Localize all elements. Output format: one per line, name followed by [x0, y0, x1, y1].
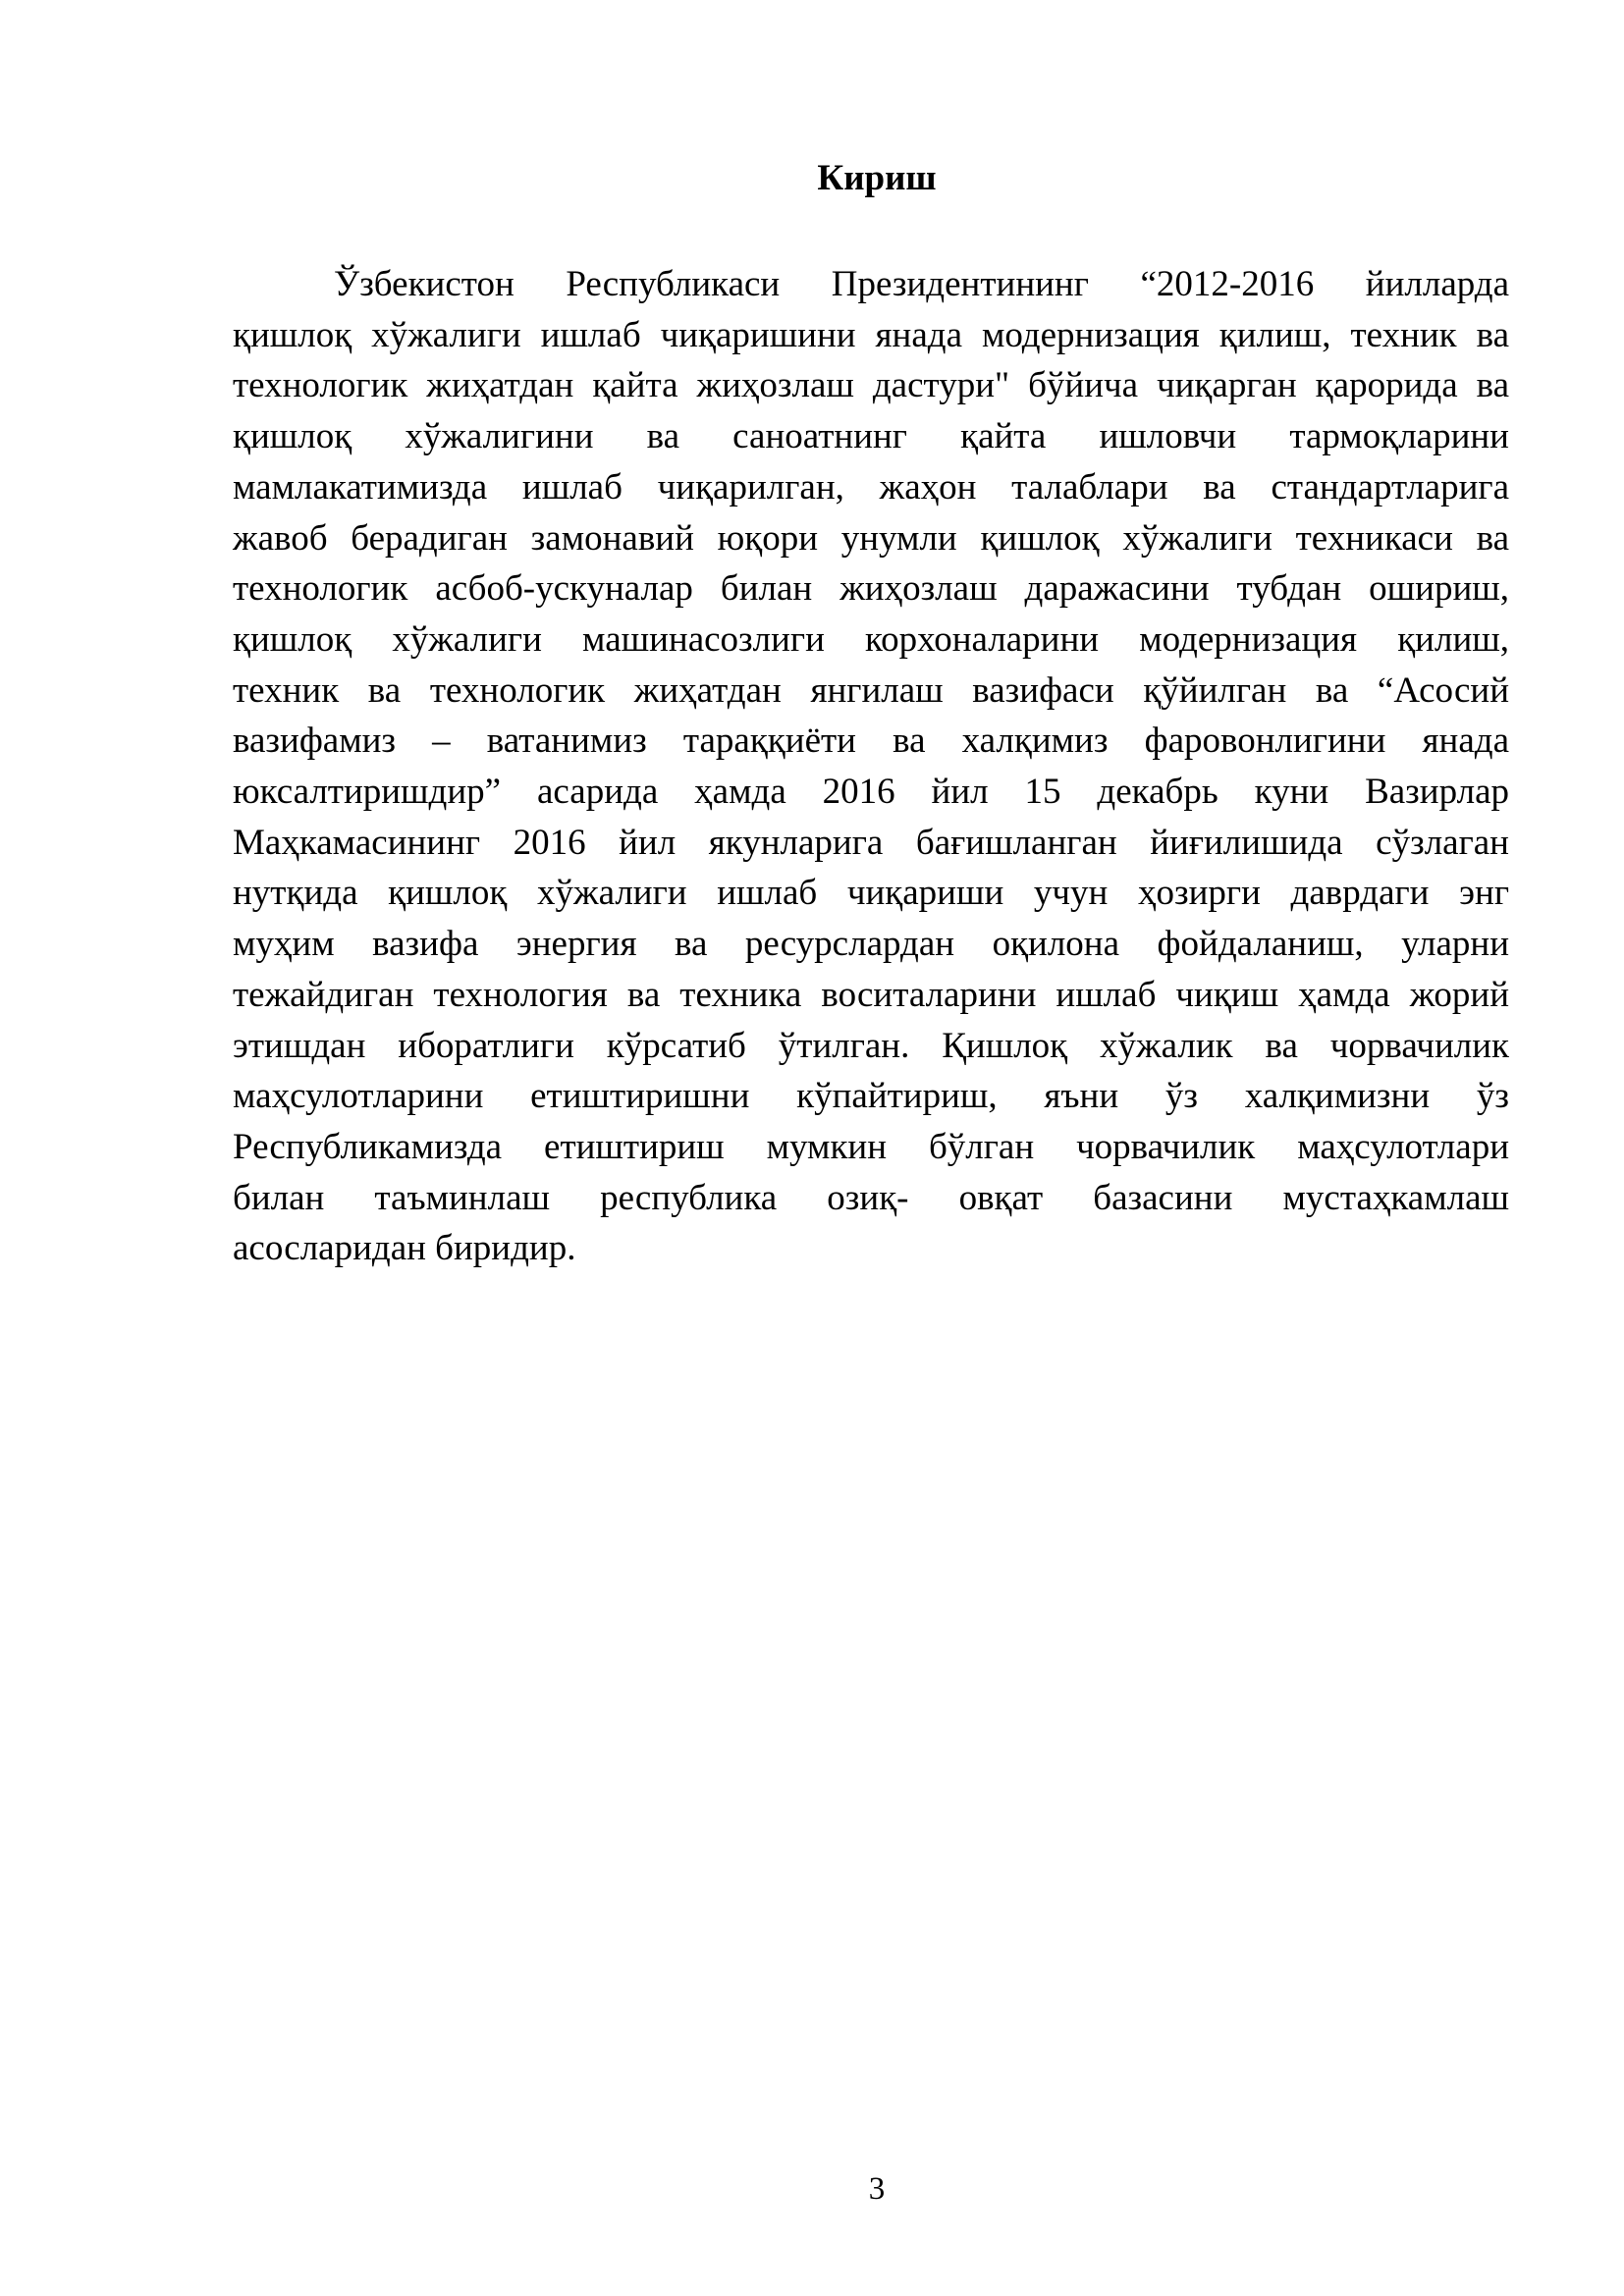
paragraph-line: қишлоқ хўжалигини ва саноатнинг қайта ишловчи тармоқларини	[233, 416, 1509, 457]
paragraph-line: Республикамизда етиштириш мумкин бўлган чорвачилик маҳсулотлари	[233, 1126, 1509, 1167]
paragraph-line: қишлоқ хўжалиги ишлаб чиқаришини янада модернизация қилиш, техник ва	[233, 314, 1509, 355]
paragraph-line: нутқида қишлоқ хўжалиги ишлаб чиқариши учун ҳозирги даврдаги энг	[233, 873, 1509, 914]
paragraph-line: технологик жиҳатдан қайта жиҳозлаш дастури" бўйича чиқарган қарорида ва	[233, 365, 1509, 406]
paragraph-line: этишдан иборатлиги кўрсатиб ўтилган. Қишлоқ хўжалик ва чорвачилик	[233, 1025, 1509, 1066]
paragraph-line: технологик асбоб-ускуналар билан жиҳозлаш даражасини тубдан ошириш,	[233, 568, 1509, 610]
body-paragraph	[233, 259, 1509, 1274]
paragraph-line: жавоб берадиган замонавий юқори унумли қишлоқ хўжалиги техникаси ва	[233, 517, 1509, 559]
paragraph-line: қишлоқ хўжалиги машинасозлиги корхоналарини модернизация қилиш,	[233, 618, 1509, 660]
paragraph-line: юксалтиришдир” асарида ҳамда 2016 йил 15 декабрь куни Вазирлар	[233, 772, 1509, 813]
paragraph-line: билан таъминлаш республика озиқ- овқат базасини мустаҳкамлаш	[233, 1177, 1509, 1218]
page-number: 3	[868, 2171, 886, 2207]
paragraph-line: мамлакатимизда ишлаб чиқарилган, жаҳон талаблари ва стандартларига	[233, 466, 1509, 507]
paragraph-line: асосларидан биридир.	[233, 1228, 576, 1269]
paragraph-line: маҳсулотларини етиштиришни кўпайтириш, яъни ўз халқимизни ўз	[233, 1076, 1509, 1117]
section-heading: Кириш	[817, 158, 937, 198]
paragraph-line: тежайдиган технология ва техника воситаларини ишлаб чиқиш ҳамда жорий	[233, 974, 1509, 1015]
paragraph-line: муҳим вазифа энергия ва ресурслардан оқилона фойдаланиш, уларни	[233, 924, 1509, 965]
paragraph-line: Ўзбекистон Республикаси Президентининг “2012-2016 йилларда	[334, 264, 1509, 304]
paragraph-line: вазифамиз – ватанимиз тараққиёти ва халқимиз фаровонлигини янада	[233, 721, 1509, 762]
paragraph-line: техник ва технологик жиҳатдан янгилаш вазифаси қўйилган ва “Асосий	[233, 669, 1509, 711]
paragraph-line: Маҳкамасининг 2016 йил якунларига бағишланган йиғилишида сўзлаган	[233, 822, 1509, 863]
